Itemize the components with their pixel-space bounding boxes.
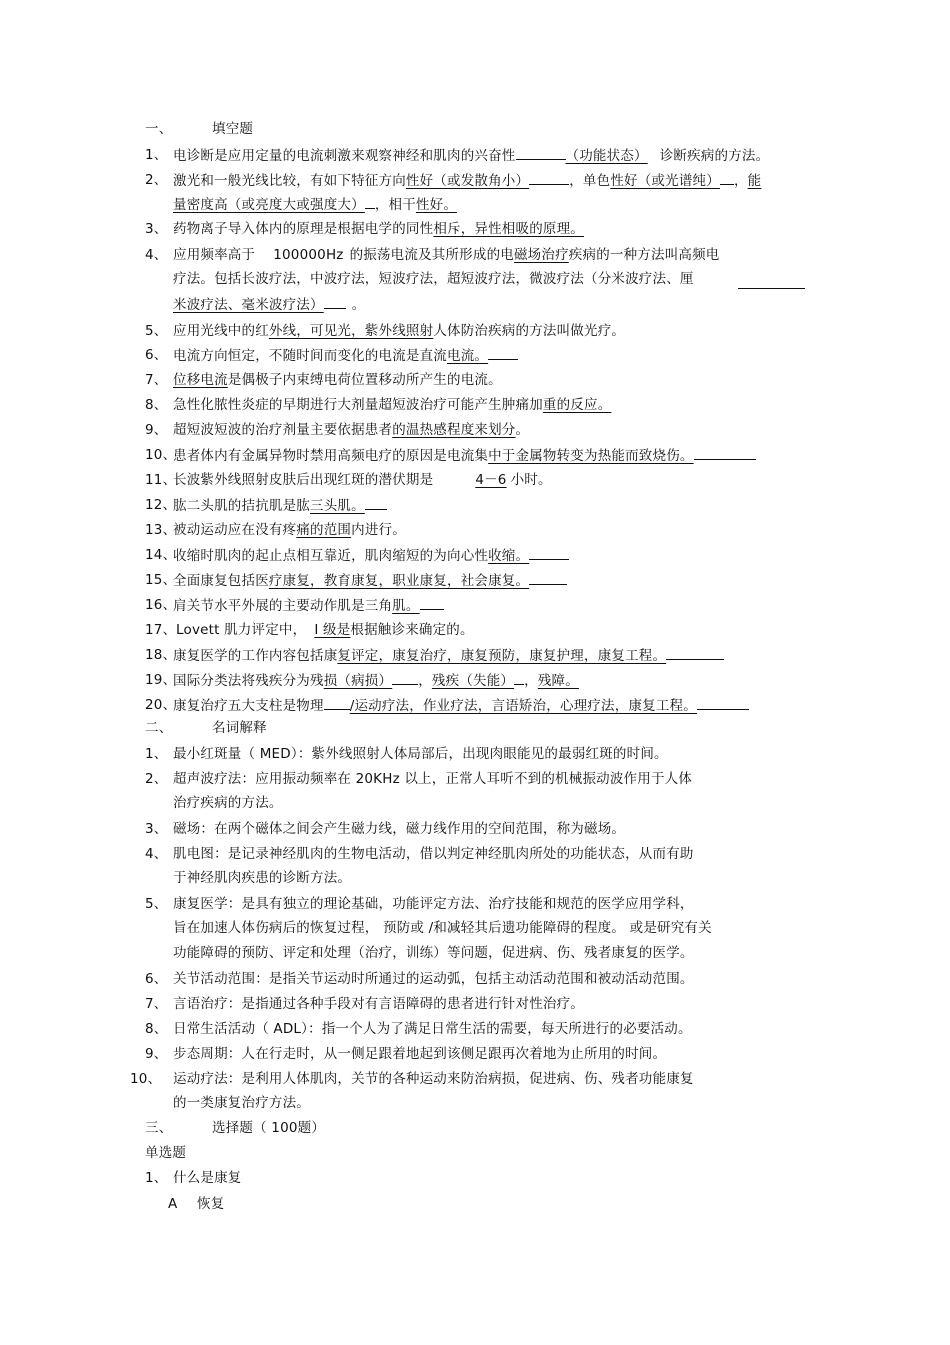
term-4-number: 4、 — [145, 846, 168, 862]
fill-item-2-line-1: 激光和一般光线比较，有如下特征方向性好（或发散角小） ，单色性好（或光谱纯） ，能 — [173, 173, 762, 189]
term-4-line-1: 肌电图：是记录神经肌肉的生物电活动，借以判定神经肌肉所处的功能状态，从而有助 — [173, 846, 694, 862]
fill-item-17: Lovett 肌力评定中， I 级是根据触诊来确定的。 — [176, 622, 474, 638]
term-10-line-1: 运动疗法：是利用人体肌肉，关节的各种运动来防治病损，促进病、伤、残者功能康复 — [173, 1071, 694, 1087]
fill-item-11-number: 11、 — [145, 472, 177, 488]
fill-item-15-number: 15、 — [145, 572, 177, 588]
fill-item-18-number: 18、 — [145, 647, 177, 663]
term-5-line-1: 康复医学：是具有独立的理论基础，功能评定方法、治疗技能和规范的医学应用学科， — [173, 896, 694, 912]
option-a-letter: A — [168, 1196, 178, 1212]
fill-item-9: 超短波短波的治疗剂量主要依据患者的温热感程度来划分。 — [173, 422, 530, 438]
term-7-number: 7、 — [145, 996, 168, 1012]
fill-item-9-number: 9、 — [145, 422, 168, 438]
term-2-line-1: 超声波疗法：应用振动频率在 20KHz 以上，正常人耳听不到的机械振动波作用于人体 — [173, 771, 693, 787]
fill-item-17-number: 17、 — [145, 622, 177, 638]
fill-item-2-number: 2、 — [145, 172, 168, 188]
term-4-line-2: 于神经肌肉疾患的诊断方法。 — [173, 870, 352, 886]
fill-item-4-line-3: 米波疗法、毫米波疗法） 。 — [173, 297, 366, 313]
fill-item-7: 位移电流是偶极子内束缚电荷位置移动所产生的电流。 — [173, 372, 502, 388]
term-7-line-1: 言语治疗：是指通过各种手段对有言语障碍的患者进行针对性治疗。 — [173, 996, 584, 1012]
section-1-heading: 填空题 — [212, 121, 254, 137]
fill-item-5-number: 5、 — [145, 323, 168, 339]
term-2-line-2: 治疗疾病的方法。 — [173, 795, 283, 811]
term-5-line-2: 旨在加速人体伤病后的恢复过程， 预防或 /和减轻其后遗功能障碍的程度。 或是研究有关 — [173, 920, 712, 936]
fill-item-11: 长波紫外线照射皮肤后出现红斑的潜伏期是 4－6 小时。 — [173, 472, 552, 488]
section-3-number: 三、 — [145, 1120, 173, 1136]
fill-item-6: 电流方向恒定，不随时间而变化的电流是直流电流。 — [173, 346, 518, 365]
term-8-line-1: 日常生活活动（ ADL）：指一个人为了满足日常生活的需要，每天所进行的必要活动。 — [173, 1021, 692, 1037]
section-2-heading: 名词解释 — [212, 720, 267, 736]
fill-item-19: 国际分类法将残疾分为残损（病损） ，残疾（失能） ，残障。 — [173, 673, 579, 689]
term-5-number: 5、 — [145, 896, 168, 912]
fill-item-4-line-1: 应用频率高于 100000Hz 的振荡电流及其所形成的电磁场治疗疾病的一种方法叫高频电 — [173, 247, 720, 263]
term-6-line-1: 关节活动范围：是指关节运动时所通过的运动弧，包括主动活动范围和被动活动范围。 — [173, 971, 694, 987]
term-3-line-1: 磁场：在两个磁体之间会产生磁力线，磁力线作用的空间范围，称为磁场。 — [173, 821, 626, 837]
fill-item-20-number: 20、 — [145, 697, 177, 713]
fill-item-14: 收缩时肌肉的起止点相互靠近，肌肉缩短的为向心性收缩。 — [173, 546, 569, 565]
fill-item-10-number: 10、 — [145, 447, 177, 463]
fill-item-15: 全面康复包括医疗康复，教育康复，职业康复，社会康复。 — [173, 571, 567, 590]
fill-item-8: 急性化脓性炎症的早期进行大剂量超短波治疗可能产生肿痛加重的反应。 — [173, 397, 612, 413]
option-a-text: 恢复 — [197, 1196, 225, 1212]
term-10-line-2: 的一类康复治疗方法。 — [173, 1095, 310, 1111]
term-5-line-3: 功能障碍的预防、评定和处理（治疗，训练）等问题，促进病、伤、残者康复的医学。 — [173, 945, 694, 961]
fill-item-18: 康复医学的工作内容包括康复评定，康复治疗，康复预防，康复护理，康复工程。 — [173, 646, 724, 665]
question-1-text: 什么是康复 — [173, 1170, 242, 1186]
fill-item-3: 药物离子导入体内的原理是根据电学的同性相斥，异性相吸的原理。 — [173, 221, 585, 237]
question-1-number: 1、 — [145, 1170, 168, 1186]
term-8-number: 8、 — [145, 1021, 168, 1037]
fill-blank-line — [738, 288, 805, 289]
fill-item-13-number: 13、 — [145, 522, 177, 538]
fill-item-14-number: 14、 — [145, 547, 177, 563]
fill-item-10: 患者体内有金属异物时禁用高频电疗的原因是电流集中于金属物转变为热能而致烧伤。 — [173, 446, 756, 465]
fill-item-16: 肩关节水平外展的主要动作肌是三角肌。 — [173, 596, 444, 615]
fill-item-5: 应用光线中的红外线，可见光，紫外线照射人体防治疾病的方法叫做光疗。 — [173, 323, 626, 339]
fill-item-13: 被动运动应在没有疼痛的范围内进行。 — [173, 522, 406, 538]
term-6-number: 6、 — [145, 971, 168, 987]
fill-item-8-number: 8、 — [145, 397, 168, 413]
section-1-number: 一、 — [145, 121, 173, 137]
fill-item-1-number: 1、 — [145, 147, 168, 163]
fill-item-1: 电诊断是应用定量的电流刺激来观察神经和肌肉的兴奋性 （功能状态） 诊断疾病的方法。 — [173, 148, 770, 164]
fill-item-7-number: 7、 — [145, 372, 168, 388]
term-9-line-1: 步态周期：人在行走时，从一侧足跟着地起到该侧足跟再次着地为止所用的时间。 — [173, 1046, 667, 1062]
fill-item-4-number: 4、 — [145, 247, 168, 263]
fill-item-3-number: 3、 — [145, 221, 168, 237]
fill-item-16-number: 16、 — [145, 597, 177, 613]
term-2-number: 2、 — [145, 771, 168, 787]
term-1-number: 1、 — [145, 746, 168, 762]
term-1-line-1: 最小红斑量（ MED）：紫外线照射人体局部后，出现肉眼能见的最弱红斑的时间。 — [173, 746, 668, 762]
fill-item-12: 肱二头肌的拮抗肌是肱三头肌。 — [173, 496, 387, 515]
fill-item-19-number: 19、 — [145, 672, 177, 688]
fill-item-20: 康复治疗五大支柱是物理 /运动疗法，作业疗法，言语矫治，心理疗法，康复工程。 — [173, 696, 749, 715]
fill-item-12-number: 12、 — [145, 497, 177, 513]
fill-item-2-line-2: 量密度高（或亮度大或强度大） ，相干性好。 — [173, 197, 458, 213]
term-3-number: 3、 — [145, 821, 168, 837]
term-10-number: 10、 — [130, 1071, 162, 1087]
section-3-heading: 选择题（ 100题） — [212, 1120, 326, 1136]
fill-item-6-number: 6、 — [145, 347, 168, 363]
single-choice-label: 单选题 — [145, 1145, 187, 1161]
section-2-number: 二、 — [145, 720, 173, 736]
fill-item-4-line-2: 疗法。包括长波疗法，中波疗法，短波疗法，超短波疗法，微波疗法（分米波疗法、厘 — [173, 271, 694, 287]
term-9-number: 9、 — [145, 1046, 168, 1062]
